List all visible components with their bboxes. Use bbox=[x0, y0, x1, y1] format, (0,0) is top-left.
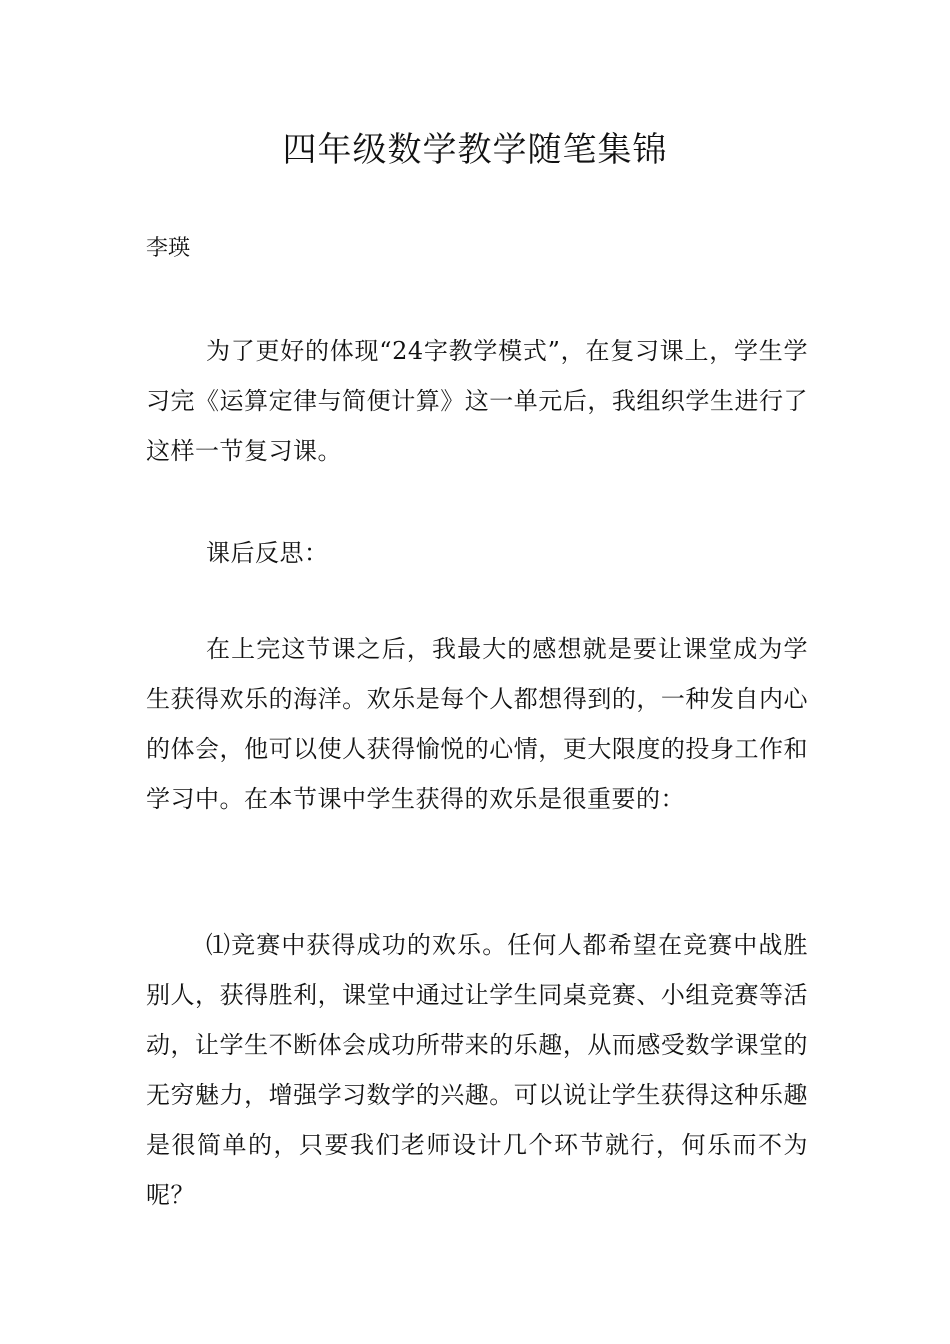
paragraph-intro: 为了更好的体现“24字教学模式”，在复习课上，学生学习完《运算定律与简便计算》这一单元后，我组织学生进行了这样一节复习课。 bbox=[146, 337, 808, 465]
paragraph-point-1: ⑴竞赛中获得成功的欢乐。任何人都希望在竞赛中战胜别人，获得胜利，课堂中通过让学生同桌竞赛、小组竞赛等活动，让学生不断体会成功所带来的乐趣，从而感受数学课堂的无穷魅力，增强学习数学的兴趣。可以说让学生获得这种乐趣是很简单的，只要我们老师设计几个环节就行，何乐而不为呢？ bbox=[146, 931, 808, 1209]
paragraph-reflection: 在上完这节课之后，我最大的感想就是要让课堂成为学生获得欢乐的海洋。欢乐是每个人都想得到的，一种发自内心的体会，他可以使人获得愉悦的心情，更大限度的投身工作和学习中。在本节课中学生获得的欢乐是很重要的： bbox=[146, 635, 808, 813]
author-name: 李瑛 bbox=[146, 236, 191, 261]
document-title: 四年级数学教学随笔集锦 bbox=[282, 130, 668, 170]
paragraph-reflection-heading: 课后反思： bbox=[206, 539, 329, 567]
